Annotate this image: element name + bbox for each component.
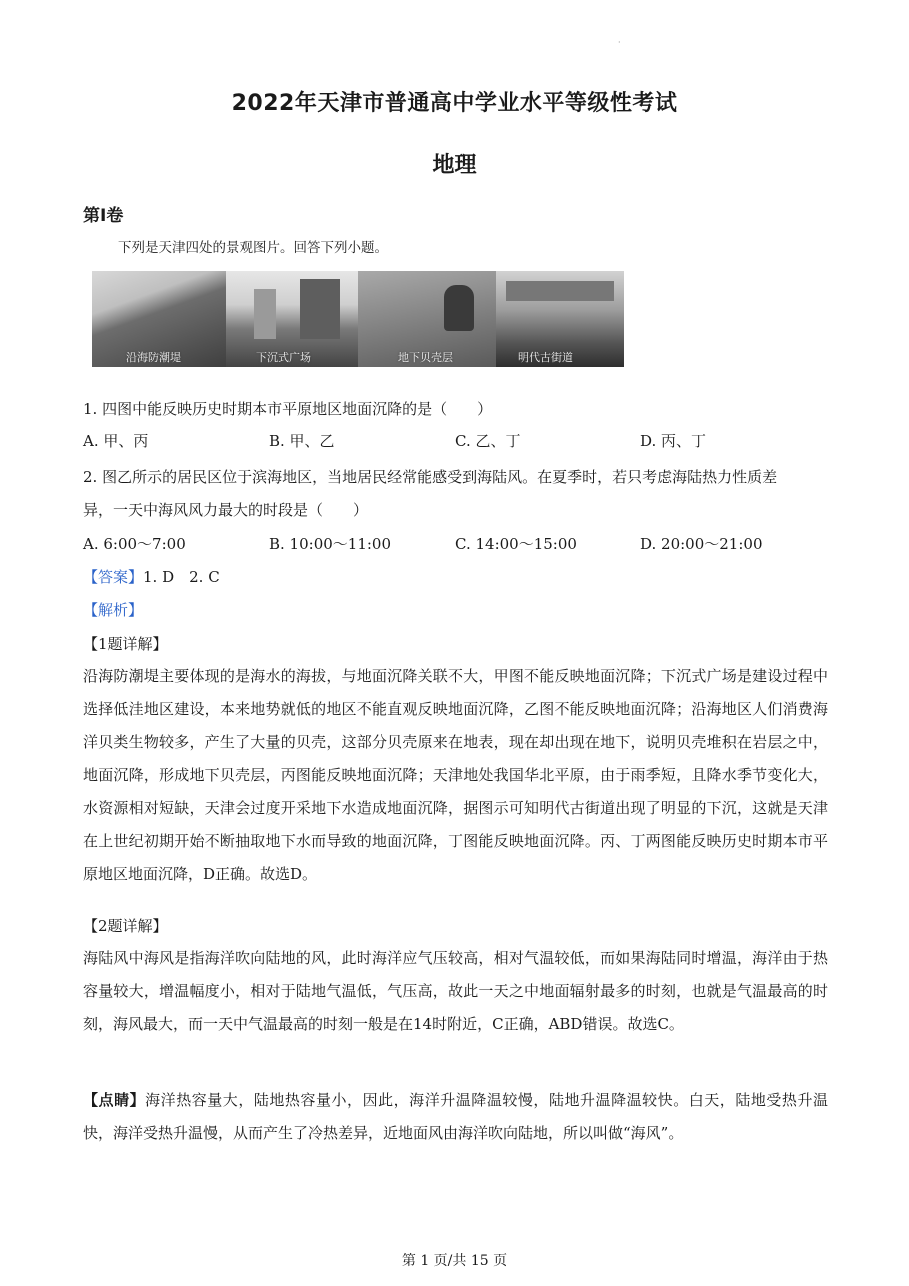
detail-1-heading: 【1题详解】 — [83, 635, 168, 653]
question-2-stem-line2: 异，一天中海风风力最大的时段是（ ） — [83, 501, 369, 519]
photo-caption: 下沉式广场 — [256, 351, 311, 364]
answer-line — [83, 566, 220, 587]
question-2-options — [0, 533, 909, 555]
photo-seawall — [92, 271, 226, 367]
page-footer: 第 1 页/共 15 页 — [401, 1253, 508, 1269]
option-a: A. 6:00～7:00 — [83, 535, 186, 553]
photo-caption: 沿海防潮堤 — [126, 351, 181, 364]
analysis-tag: 【解析】 — [83, 601, 144, 619]
photo-ming-street — [496, 271, 624, 367]
option-d: D. 20:00～21:00 — [640, 535, 763, 553]
option-c: C. 乙、丁 — [455, 432, 521, 450]
section-heading: 第Ⅰ卷 — [83, 206, 124, 226]
photo-caption: 明代古街道 — [518, 351, 573, 364]
comment-tag: 【点睛】 — [83, 1091, 146, 1109]
question-2-stem-line1: 2. 图乙所示的居民区位于滨海地区，当地居民经常能感受到海陆风。在夏季时，若只考虑海陆热力性质差 — [83, 468, 778, 486]
photo-caption: 地下贝壳层 — [398, 351, 453, 364]
intro-text: 下列是天津四处的景观图片。回答下列小题。 — [118, 240, 388, 256]
photo-sunken-plaza — [226, 271, 358, 367]
answer-text: 1. D 2. C — [143, 568, 220, 586]
subject-title: 地理 — [432, 153, 477, 178]
option-c: C. 14:00～15:00 — [455, 535, 577, 553]
question-1-stem: 1. 四图中能反映历史时期本市平原地区地面沉降的是（ ） — [83, 400, 493, 418]
option-b: B. 甲、乙 — [269, 432, 335, 450]
question-1-options — [0, 430, 909, 452]
detail-2-heading: 【2题详解】 — [83, 917, 168, 935]
comment-text: 海洋热容量大，陆地热容量小，因此，海洋升温降温较慢，陆地升温降温较快。白天，陆地受热升温快，海洋受热升温慢，从而产生了冷热差异，近地面风由海洋吹向陆地，所以叫做“海风”。 — [83, 1091, 828, 1142]
option-b: B. 10:00～11:00 — [269, 535, 392, 553]
detail-1-text: 沿海防潮堤主要体现的是海水的海拔，与地面沉降关联不大，甲图不能反映地面沉降；下沉式广场是建设过程中选择低洼地区建设，本来地势就低的地区不能直观反映地面沉降，乙图不能反映地面沉降；沿海地区人们消费海洋贝类生物较多，产生了大量的贝壳，这部分贝壳原来在地表，现在却出现在地下，说明贝壳堆积在岩层之中，地面沉降，形成地下贝壳层，丙图能反映地面沉降；天津地处我国华北平原，由于雨季短，且降水季节变化大，水资源相对短缺，天津会过度开采地下水造成地面沉降，据图示可知明代古街道出现了明显的下沉，这就是天津在上世纪初期开始不断抽取地下水而导致的地面沉降，丁图能反映地面沉降。丙、丁两图能反映历史时期本市平原地区地面沉降，D正确。故选D。 — [83, 667, 828, 883]
answer-tag: 【答案】 — [83, 568, 144, 586]
landscape-photo-strip — [92, 271, 624, 367]
option-d: D. 丙、丁 — [640, 432, 707, 450]
option-a: A. 甲、丙 — [83, 432, 149, 450]
comment-block — [83, 1084, 828, 1150]
analysis-line — [83, 599, 143, 620]
photo-shell-layer — [358, 271, 496, 367]
exam-title: 2022年天津市普通高中学业水平等级性考试 — [231, 91, 678, 116]
top-dot-mark: · — [618, 38, 621, 47]
detail-2-text: 海陆风中海风是指海洋吹向陆地的风，此时海洋应气压较高，相对气温较低，而如果海陆同时增温，海洋由于热容量较大，增温幅度小，相对于陆地气温低，气压高，故此一天之中地面辐射最多的时刻，也就是气温最高的时刻，海风最大，而一天中气温最高的时刻一般是在14时附近，C正确，ABD错误。故选C。 — [83, 949, 828, 1033]
